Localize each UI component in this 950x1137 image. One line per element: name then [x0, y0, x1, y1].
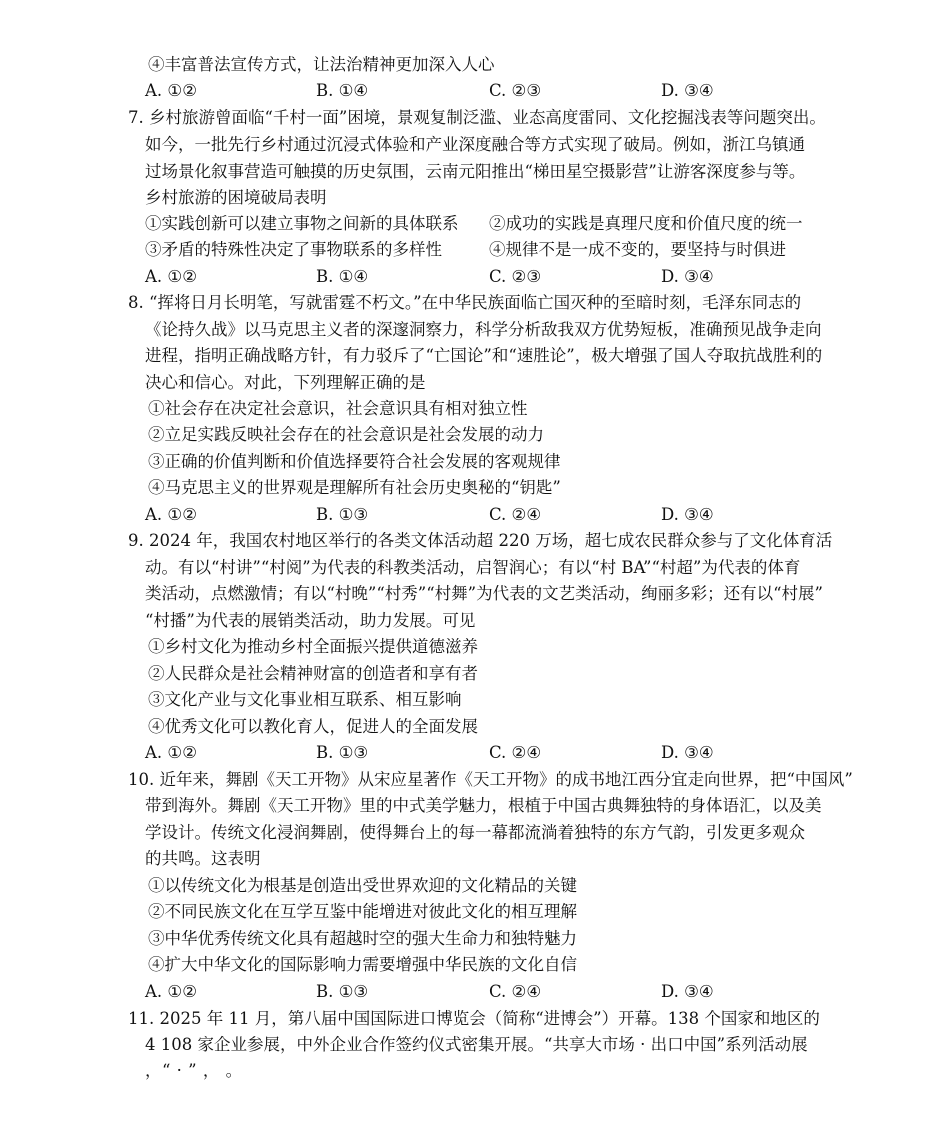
q8-stem-line-1: 8. “挥将日月长明笔，写就雷霆不朽文。”在中华民族面临亡国灭种的至暗时刻，毛泽东同志的 [128, 293, 802, 312]
q10-option-c: C. ②④ [489, 982, 542, 1001]
q9-options [145, 740, 845, 766]
q9-stem-line-1: 9. 2024 年，我国农村地区举行的各类文体活动超 220 万场，超七成农民群众参与了文化体育活 [128, 531, 833, 550]
q8-option-b: B. ①③ [316, 505, 369, 524]
q6-option-c: C. ②③ [489, 81, 542, 100]
q7-statements-row-1 [145, 211, 845, 237]
q6-options [145, 78, 845, 104]
q10-statement-3: ③中华优秀传统文化具有超越时空的强大生命力和独特魅力 [148, 929, 577, 948]
q7-statement-2: ②成功的实践是真理尺度和价值尺度的统一 [489, 214, 803, 233]
q7-stem-line-4: 乡村旅游的困境破局表明 [145, 188, 327, 207]
q7-option-b: B. ①④ [316, 267, 369, 286]
q8-stem-line-2: 《论持久战》以马克思主义者的深邃洞察力，科学分析敌我双方优势短板，准确预见战争走向 [145, 320, 822, 339]
q10-option-a: A. ①② [145, 982, 197, 1001]
q9-stem-line-4: “村播”为代表的展销类活动，助力发展。可见 [145, 611, 476, 630]
q8-option-a: A. ①② [145, 505, 197, 524]
q7-stem-line-3: 过场景化叙事营造可触摸的历史氛围，云南元阳推出“梯田星空摄影营”让游客深度参与等。 [145, 162, 806, 181]
q8-option-d: D. ③④ [661, 505, 714, 524]
q6-option-b: B. ①④ [316, 81, 369, 100]
q10-option-b: B. ①③ [316, 982, 369, 1001]
q6-option-d: D. ③④ [661, 81, 714, 100]
q7-option-a: A. ①② [145, 267, 197, 286]
q10-statement-4: ④扩大中华文化的国际影响力需要增强中华民族的文化自信 [148, 955, 577, 974]
q7-statement-3: ③矛盾的特殊性决定了事物联系的多样性 [145, 240, 442, 259]
q10-options [145, 979, 845, 1005]
q10-statement-2: ②不同民族文化在互学互鉴中能增进对彼此文化的相互理解 [148, 902, 577, 921]
q7-statements-row-2 [145, 237, 845, 263]
q7-option-c: C. ②③ [489, 267, 542, 286]
q10-option-d: D. ③④ [661, 982, 714, 1001]
q7-statement-1: ①实践创新可以建立事物之间新的具体联系 [145, 214, 459, 233]
q11-stem-line-3-cutoff: ，“ · ” ， 。 [145, 1061, 243, 1080]
q9-option-b: B. ①③ [316, 743, 369, 762]
q10-stem-line-2: 带到海外。舞剧《天工开物》里的中式美学魅力，根植于中国古典舞独特的身体语汇，以及美 [145, 796, 822, 815]
q10-stem-line-3: 学设计。传统文化浸润舞剧，使得舞台上的每一幕都流淌着独特的东方气韵，引发更多观众 [145, 823, 805, 842]
q9-option-c: C. ②④ [489, 743, 542, 762]
q11-stem-line-2: 4 108 家企业参展，中外企业合作签约仪式密集开展。“共享大市场 · 出口中国”系列活动展 [145, 1035, 808, 1054]
q10-statement-1: ①以传统文化为根基是创造出受世界欢迎的文化精品的关键 [148, 876, 577, 895]
q8-statement-3: ③正确的价值判断和价值选择要符合社会发展的客观规律 [148, 452, 561, 471]
q8-options [145, 502, 845, 528]
q8-statement-4: ④马克思主义的世界观是理解所有社会历史奥秘的“钥匙” [148, 478, 561, 497]
q7-options [145, 264, 845, 290]
q8-stem-line-4: 决心和信心。对此，下列理解正确的是 [145, 373, 426, 392]
q10-stem-line-4: 的共鸣。这表明 [145, 849, 261, 868]
q11-stem-line-1: 11. 2025 年 11 月，第八届中国国际进口博览会（简称“进博会”）开幕。138 个国家和地区的 [128, 1009, 820, 1028]
q9-statement-4: ④优秀文化可以教化育人，促进人的全面发展 [148, 717, 478, 736]
q9-stem-line-3: 类活动，点燃激情；有以“村晚”“村秀”“村舞”为代表的文艺类活动，绚丽多彩；还有以“村展” [145, 584, 823, 603]
q7-stem-line-2: 如今，一批先行乡村通过沉浸式体验和产业深度融合等方式实现了破局。例如，浙江乌镇通 [145, 135, 805, 154]
q7-statement-4: ④规律不是一成不变的，要坚持与时俱进 [489, 240, 786, 259]
q6-option-a: A. ①② [145, 81, 197, 100]
q8-statement-1: ①社会存在决定社会意识，社会意识具有相对独立性 [148, 399, 528, 418]
q9-option-d: D. ③④ [661, 743, 714, 762]
q9-option-a: A. ①② [145, 743, 197, 762]
q9-statement-2: ②人民群众是社会精神财富的创造者和享有者 [148, 664, 478, 683]
q10-stem-line-1: 10. 近年来，舞剧《天工开物》从宋应星著作《天工开物》的成书地江西分宜走向世界，把“中国风” [128, 770, 853, 789]
q7-option-d: D. ③④ [661, 267, 714, 286]
q8-option-c: C. ②④ [489, 505, 542, 524]
q6-statement-4: ④丰富普法宣传方式，让法治精神更加深入人心 [148, 55, 495, 74]
q9-statement-1: ①乡村文化为推动乡村全面振兴提供道德滋养 [148, 637, 478, 656]
q7-stem-line-1: 7. 乡村旅游曾面临“千村一面”困境，景观复制泛滥、业态高度雷同、文化挖掘浅表等问题突出。 [128, 108, 826, 127]
q8-statement-2: ②立足实践反映社会存在的社会意识是社会发展的动力 [148, 425, 544, 444]
q8-stem-line-3: 进程，指明正确战略方针，有力驳斥了“亡国论”和“速胜论”，极大增强了国人夺取抗战胜利的 [145, 346, 823, 365]
q9-stem-line-2: 动。有以“村讲”“村阅”为代表的科教类活动，启智润心；有以“村 BA”“村超”为代表的体育 [145, 558, 801, 577]
q9-statement-3: ③文化产业与文化事业相互联系、相互影响 [148, 690, 462, 709]
